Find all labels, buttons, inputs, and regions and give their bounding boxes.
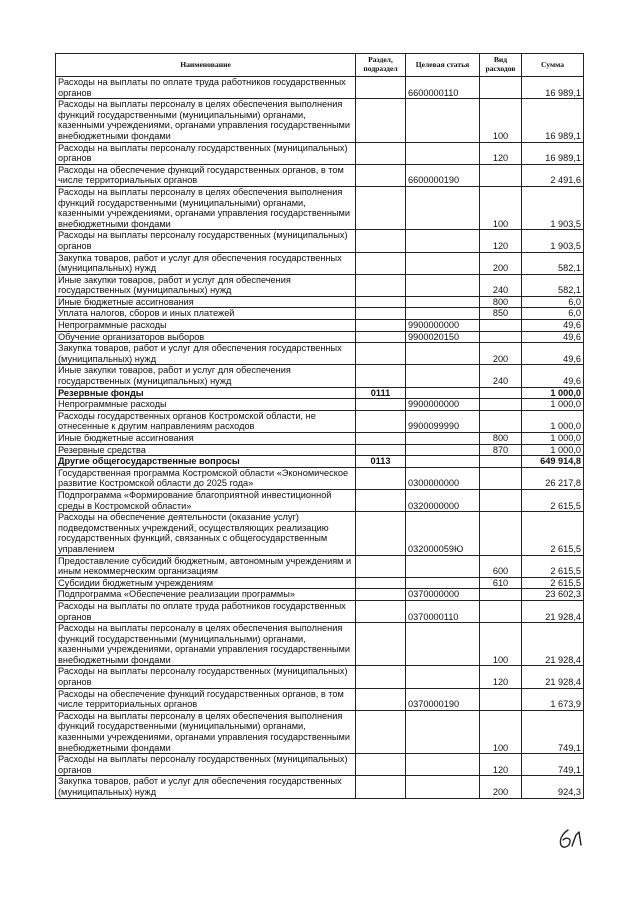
cell-section bbox=[356, 274, 406, 296]
table-row bbox=[56, 410, 584, 432]
table-row bbox=[56, 142, 584, 164]
table-row bbox=[56, 308, 584, 320]
table-row bbox=[56, 331, 584, 343]
table-row bbox=[56, 512, 584, 555]
cell-kind bbox=[480, 456, 522, 468]
cell-name: Расходы на выплаты по оплате труда работников государственных органов bbox=[56, 600, 356, 622]
cell-kind: 870 bbox=[480, 444, 522, 456]
header-target: Целевая статья bbox=[406, 54, 480, 77]
cell-sum: 16 989,1 bbox=[522, 99, 584, 142]
cell-section bbox=[356, 600, 406, 622]
cell-kind bbox=[480, 77, 522, 99]
cell-sum: 49,6 bbox=[522, 331, 584, 343]
cell-kind bbox=[480, 387, 522, 399]
cell-section bbox=[356, 754, 406, 776]
cell-name: Предоставление субсидий бюджетным, автономным учреждениям и иным некоммерческим организациям bbox=[56, 555, 356, 577]
header-name: Наименование bbox=[56, 54, 356, 77]
cell-sum: 2 615,5 bbox=[522, 512, 584, 555]
cell-name: Иные закупки товаров, работ и услуг для обеспечения государственных (муниципальных) нужд bbox=[56, 365, 356, 387]
cell-name: Резервные средства bbox=[56, 444, 356, 456]
cell-section bbox=[356, 589, 406, 601]
cell-kind bbox=[480, 589, 522, 601]
cell-kind bbox=[480, 399, 522, 411]
budget-table bbox=[55, 53, 584, 799]
cell-section bbox=[356, 252, 406, 274]
cell-target bbox=[406, 433, 480, 445]
cell-sum: 2 491,6 bbox=[522, 164, 584, 186]
cell-name: Непрограммные расходы bbox=[56, 320, 356, 332]
cell-section bbox=[356, 142, 406, 164]
table-row bbox=[56, 776, 584, 798]
table-row bbox=[56, 444, 584, 456]
cell-sum: 582,1 bbox=[522, 252, 584, 274]
cell-section bbox=[356, 230, 406, 252]
cell-kind bbox=[480, 331, 522, 343]
cell-section: 0113 bbox=[356, 456, 406, 468]
cell-section bbox=[356, 164, 406, 186]
cell-sum: 1 000,0 bbox=[522, 399, 584, 411]
cell-kind: 200 bbox=[480, 343, 522, 365]
cell-sum: 2 615,5 bbox=[522, 555, 584, 577]
cell-section bbox=[356, 99, 406, 142]
cell-kind: 200 bbox=[480, 776, 522, 798]
cell-sum: 749,1 bbox=[522, 754, 584, 776]
table-row bbox=[56, 489, 584, 511]
cell-section bbox=[356, 467, 406, 489]
cell-name: Резервные фонды bbox=[56, 387, 356, 399]
cell-kind bbox=[480, 164, 522, 186]
cell-name: Закупка товаров, работ и услуг для обеспечения государственных (муниципальных) нужд bbox=[56, 252, 356, 274]
cell-sum: 1 000,0 bbox=[522, 410, 584, 432]
table-row bbox=[56, 274, 584, 296]
cell-name: Иные бюджетные ассигнования bbox=[56, 433, 356, 445]
table-row bbox=[56, 467, 584, 489]
cell-section bbox=[356, 410, 406, 432]
cell-name: Расходы на выплаты персоналу в целях обеспечения выполнения функций государственными (муниципальными) органами, казенными учреждениями, органами управления государственными внебюджетными фондами bbox=[56, 623, 356, 666]
cell-name: Подпрограмма «Обеспечение реализации программы» bbox=[56, 589, 356, 601]
cell-kind: 240 bbox=[480, 274, 522, 296]
handwritten-page-number bbox=[554, 826, 594, 850]
cell-name: Расходы на выплаты персоналу государственных (муниципальных) органов bbox=[56, 142, 356, 164]
cell-name: Расходы государственных органов Костромской области, не отнесенные к другим направлениям расходов bbox=[56, 410, 356, 432]
cell-sum: 49,6 bbox=[522, 365, 584, 387]
cell-section bbox=[356, 399, 406, 411]
cell-kind bbox=[480, 512, 522, 555]
cell-section bbox=[356, 343, 406, 365]
cell-name: Обучение организаторов выборов bbox=[56, 331, 356, 343]
cell-sum: 1 000,0 bbox=[522, 444, 584, 456]
cell-target bbox=[406, 387, 480, 399]
cell-name: Подпрограмма «Формирование благоприятной инвестиционной среды в Костромской области» bbox=[56, 489, 356, 511]
cell-target bbox=[406, 666, 480, 688]
cell-kind: 120 bbox=[480, 666, 522, 688]
cell-sum: 924,3 bbox=[522, 776, 584, 798]
cell-section bbox=[356, 444, 406, 456]
cell-target: 9900099990 bbox=[406, 410, 480, 432]
cell-sum: 49,6 bbox=[522, 343, 584, 365]
cell-sum: 1 000,0 bbox=[522, 433, 584, 445]
cell-target bbox=[406, 754, 480, 776]
cell-name: Закупка товаров, работ и услуг для обеспечения государственных (муниципальных) нужд bbox=[56, 776, 356, 798]
cell-target bbox=[406, 710, 480, 753]
table-row bbox=[56, 252, 584, 274]
cell-name: Уплата налогов, сборов и иных платежей bbox=[56, 308, 356, 320]
document-page bbox=[55, 53, 583, 799]
cell-target: 6600000190 bbox=[406, 164, 480, 186]
cell-sum: 21 928,4 bbox=[522, 666, 584, 688]
cell-name: Расходы на обеспечение функций государственных органов, в том числе территориальных органов bbox=[56, 688, 356, 710]
cell-sum: 2 615,5 bbox=[522, 577, 584, 589]
cell-target: 0320000000 bbox=[406, 489, 480, 511]
cell-target: 0300000000 bbox=[406, 467, 480, 489]
cell-target bbox=[406, 623, 480, 666]
cell-name: Иные закупки товаров, работ и услуг для обеспечения государственных (муниципальных) нужд bbox=[56, 274, 356, 296]
table-row bbox=[56, 387, 584, 399]
cell-target bbox=[406, 252, 480, 274]
header-section: Раздел, подраздел bbox=[356, 54, 406, 77]
table-row bbox=[56, 164, 584, 186]
cell-target bbox=[406, 308, 480, 320]
table-row bbox=[56, 320, 584, 332]
cell-target bbox=[406, 274, 480, 296]
cell-sum: 582,1 bbox=[522, 274, 584, 296]
cell-kind: 600 bbox=[480, 555, 522, 577]
cell-name: Закупка товаров, работ и услуг для обеспечения государственных (муниципальных) нужд bbox=[56, 343, 356, 365]
cell-target: 9900000000 bbox=[406, 399, 480, 411]
cell-kind: 200 bbox=[480, 252, 522, 274]
cell-target: 9900020150 bbox=[406, 331, 480, 343]
table-row bbox=[56, 710, 584, 753]
cell-sum: 21 928,4 bbox=[522, 623, 584, 666]
cell-target bbox=[406, 555, 480, 577]
cell-kind: 100 bbox=[480, 186, 522, 229]
table-row bbox=[56, 99, 584, 142]
table-row bbox=[56, 456, 584, 468]
cell-kind bbox=[480, 688, 522, 710]
cell-target bbox=[406, 365, 480, 387]
table-row bbox=[56, 589, 584, 601]
table-body bbox=[56, 77, 584, 799]
cell-section bbox=[356, 555, 406, 577]
cell-section bbox=[356, 577, 406, 589]
cell-kind: 100 bbox=[480, 710, 522, 753]
cell-sum: 649 914,8 bbox=[522, 456, 584, 468]
cell-sum: 26 217,8 bbox=[522, 467, 584, 489]
cell-target bbox=[406, 456, 480, 468]
cell-sum: 16 989,1 bbox=[522, 142, 584, 164]
cell-section bbox=[356, 688, 406, 710]
cell-sum: 49,6 bbox=[522, 320, 584, 332]
table-row bbox=[56, 600, 584, 622]
table-row bbox=[56, 365, 584, 387]
cell-target bbox=[406, 186, 480, 229]
cell-target: 0370000110 bbox=[406, 600, 480, 622]
cell-section bbox=[356, 512, 406, 555]
cell-target: 9900000000 bbox=[406, 320, 480, 332]
table-row bbox=[56, 433, 584, 445]
table-row bbox=[56, 77, 584, 99]
cell-section bbox=[356, 710, 406, 753]
cell-name: Расходы на выплаты персоналу государственных (муниципальных) органов bbox=[56, 754, 356, 776]
cell-name: Расходы на выплаты персоналу в целях обеспечения выполнения функций государственными (муниципальными) органами, казенными учреждениями, органами управления государственными внебюджетными фондами bbox=[56, 186, 356, 229]
cell-target bbox=[406, 296, 480, 308]
header-kind: Вид расходов bbox=[480, 54, 522, 77]
cell-section: 0111 bbox=[356, 387, 406, 399]
cell-kind: 800 bbox=[480, 296, 522, 308]
cell-sum: 23 602,3 bbox=[522, 589, 584, 601]
cell-section bbox=[356, 77, 406, 99]
cell-kind: 610 bbox=[480, 577, 522, 589]
cell-target: 032000059Ю bbox=[406, 512, 480, 555]
cell-section bbox=[356, 666, 406, 688]
cell-section bbox=[356, 296, 406, 308]
table-row bbox=[56, 577, 584, 589]
table-row bbox=[56, 186, 584, 229]
cell-target bbox=[406, 142, 480, 164]
cell-kind bbox=[480, 600, 522, 622]
table-row bbox=[56, 343, 584, 365]
cell-name: Расходы на выплаты персоналу в целях обеспечения выполнения функций государственными (муниципальными) органами, казенными учреждениями, органами управления государственными внебюджетными фондами bbox=[56, 99, 356, 142]
cell-kind: 120 bbox=[480, 230, 522, 252]
cell-name: Расходы на выплаты по оплате труда работников государственных органов bbox=[56, 77, 356, 99]
cell-kind bbox=[480, 410, 522, 432]
cell-sum: 1 903,5 bbox=[522, 186, 584, 229]
cell-target: 0370000190 bbox=[406, 688, 480, 710]
cell-kind bbox=[480, 467, 522, 489]
cell-target bbox=[406, 444, 480, 456]
cell-sum: 1 903,5 bbox=[522, 230, 584, 252]
cell-kind bbox=[480, 489, 522, 511]
cell-kind: 100 bbox=[480, 99, 522, 142]
cell-section bbox=[356, 623, 406, 666]
cell-kind: 120 bbox=[480, 142, 522, 164]
cell-target bbox=[406, 577, 480, 589]
cell-name: Иные бюджетные ассигнования bbox=[56, 296, 356, 308]
cell-section bbox=[356, 308, 406, 320]
cell-target: 6600000110 bbox=[406, 77, 480, 99]
cell-target bbox=[406, 99, 480, 142]
table-row bbox=[56, 754, 584, 776]
cell-section bbox=[356, 365, 406, 387]
cell-target bbox=[406, 776, 480, 798]
cell-target bbox=[406, 343, 480, 365]
cell-name: Расходы на выплаты персоналу государственных (муниципальных) органов bbox=[56, 230, 356, 252]
cell-kind: 120 bbox=[480, 754, 522, 776]
cell-kind: 800 bbox=[480, 433, 522, 445]
table-row bbox=[56, 666, 584, 688]
cell-name: Непрограммные расходы bbox=[56, 399, 356, 411]
cell-sum: 21 928,4 bbox=[522, 600, 584, 622]
cell-kind: 100 bbox=[480, 623, 522, 666]
cell-sum: 2 615,5 bbox=[522, 489, 584, 511]
cell-name: Государственная программа Костромской области «Экономическое развитие Костромской области до 2025 года» bbox=[56, 467, 356, 489]
table-row bbox=[56, 230, 584, 252]
table-row bbox=[56, 555, 584, 577]
cell-section bbox=[356, 186, 406, 229]
cell-name: Расходы на обеспечение функций государственных органов, в том числе территориальных органов bbox=[56, 164, 356, 186]
cell-sum: 1 000,0 bbox=[522, 387, 584, 399]
cell-sum: 6,0 bbox=[522, 308, 584, 320]
cell-section bbox=[356, 776, 406, 798]
cell-sum: 6,0 bbox=[522, 296, 584, 308]
cell-section bbox=[356, 489, 406, 511]
table-row bbox=[56, 399, 584, 411]
table-row bbox=[56, 296, 584, 308]
cell-kind: 850 bbox=[480, 308, 522, 320]
cell-section bbox=[356, 433, 406, 445]
cell-kind: 240 bbox=[480, 365, 522, 387]
cell-sum: 16 989,1 bbox=[522, 77, 584, 99]
table-row bbox=[56, 623, 584, 666]
cell-name: Расходы на выплаты персоналу в целях обеспечения выполнения функций государственными (муниципальными) органами, казенными учреждениями, органами управления государственными внебюджетными фондами bbox=[56, 710, 356, 753]
cell-target bbox=[406, 230, 480, 252]
table-row bbox=[56, 688, 584, 710]
cell-section bbox=[356, 320, 406, 332]
cell-name: Другие общегосударственные вопросы bbox=[56, 456, 356, 468]
cell-name: Расходы на обеспечение деятельности (оказание услуг) подведомственных учреждений, осуществляющих реализацию государственных функций, связанных с общегосударственным управлением bbox=[56, 512, 356, 555]
cell-name: Субсидии бюджетным учреждениям bbox=[56, 577, 356, 589]
cell-sum: 1 673,9 bbox=[522, 688, 584, 710]
cell-sum: 749,1 bbox=[522, 710, 584, 753]
cell-target: 0370000000 bbox=[406, 589, 480, 601]
table-header-row bbox=[56, 54, 584, 77]
cell-section bbox=[356, 331, 406, 343]
header-sum: Сумма bbox=[522, 54, 584, 77]
cell-name: Расходы на выплаты персоналу государственных (муниципальных) органов bbox=[56, 666, 356, 688]
cell-kind bbox=[480, 320, 522, 332]
